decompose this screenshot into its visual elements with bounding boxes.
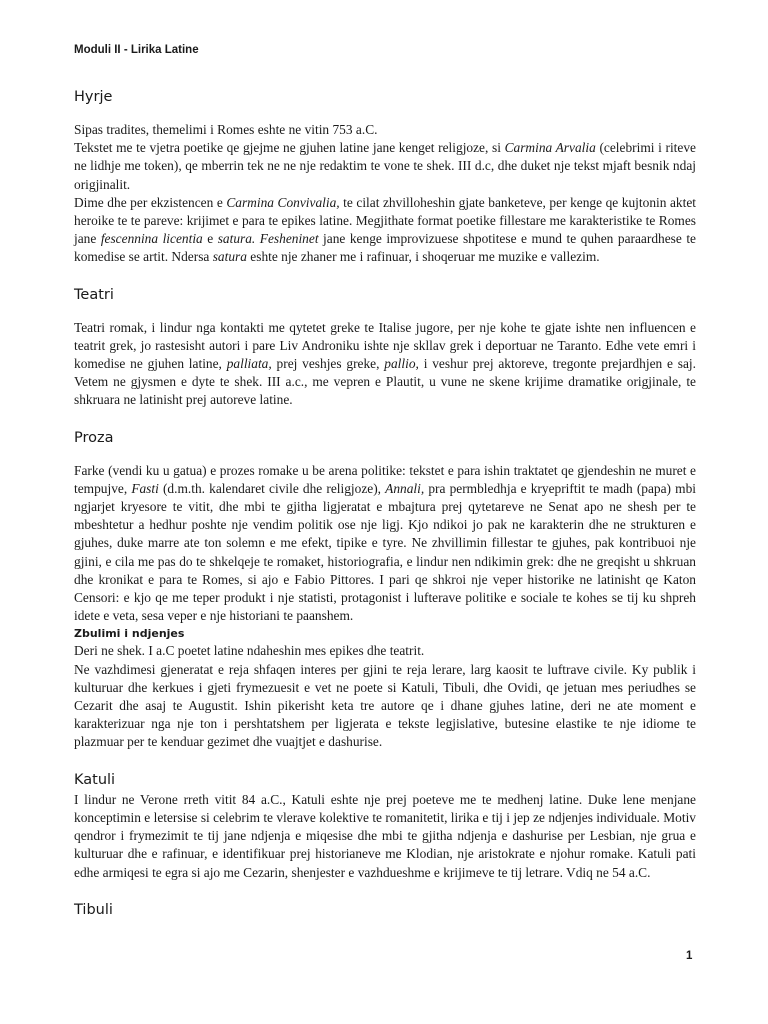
paragraph-proza-1: Farke (vendi ku u gatua) e prozes romake u be arena politike: tekstet e para ishin traktatet qe gjendeshin ne muret e tempujve, Fasti (d.m.th. kalendaret civile dhe religjoze), Annali, pra permbledhja e kryepriftit te madh (papa) mbi ngjarjet kryesore te vitit, dhe mbi te gjitha ligjeratat e mbajtura prej qytetareve ne Senat apo ne shesh per te mbeshtetur a hedhur poshte nje vendim politik ose nje ligj. Kjo ndikoi jo pak ne karakterin dhe ne strukturen e gjuhes, duke marre ate ton solemn e me efekt, tipike e tyre. Ne zhvillimin fillestar te gjuhes, pak kontribuoi nje gjini, e cila me pas do te shkelqeje te romaket, historiografia, e lindur nen ndikimin grek: dhe ne greqisht u shkruan dhe kronikat e para te Romes, si ajo e Fabio Pittores. I pari qe shkroi nje veper historike ne latinisht qe Katon Censori: e kjo qe me teper produkt i nje statisti, protagonist i lufterave politike e sociale te kohes se tij ku shpreh idete e veta, sesa veper e nje historiani te paanshem. xyxy=(74,462,696,624)
section-heading-teatri: Teatri xyxy=(74,286,114,303)
document-body xyxy=(74,86,696,921)
section-heading-katuli: Katuli xyxy=(74,771,116,788)
section-heading-tibuli: Tibuli xyxy=(74,901,113,918)
paragraph-hyrje-2: Tekstet me te vjetra poetike qe gjejme ne gjuhen latine jane kenget religjoze, si Carmina Arvalia (celebrimi i riteve ne lidhje me token), qe mberrin tek ne ne nje redaktim te vone te shek. III d.c, dhe duket nje tekst mjaft besnik ndaj origjinalit. xyxy=(74,140,696,192)
paragraph-zbulimi-2: Ne vazhdimesi gjeneratat e reja shfaqen interes per gjini te reja lerare, larg kaosit te luftrave civile. Ky publik i kulturuar dhe kerkues i gjeti frymezuesit e vet ne poete si Katuli, Tibuli, dhe Ovidi, qe jetuan mes periudhes se Cezarit dhe asaj te Augustit. Ishin pikerisht keta tre autore qe i dhane gjuhes latine, deri ne ate moment e karakterizuar nga nje ton i pershtatshem per ligjerata e tekste legjislative, butesine elastike te nje idiome te plazmuar per te kenduar gezimet dhe vuajtjet e dashurise. xyxy=(74,661,696,750)
paragraph-hyrje-1: Sipas tradites, themelimi i Romes eshte ne vitin 753 a.C. xyxy=(74,122,378,137)
paragraph-katuli-1: I lindur ne Verone rreth vitit 84 a.C., Katuli eshte nje prej poeteve me te medhenj latine. Duke lene menjane konceptimin e letersise si celebrim te vlerave kolektive te romanitetit, lirika e tij i jep ze ndjenjes individuale. Motiv qendror i frymezimit te tij jane ndjenja e miqesise dhe mbi te gjitha ndjenja e dashurise per Lesbian, nje grua e kulturuar dhe e rafinuar, e identifikuar prej historianeve me Klodian, nje aristokrate e njohur romake. Katuli pati edhe armiqesi te egra si ajo me Cezarin, shenjester e vazhdueshme e krijimeve te tij letrare. Vdiq ne 54 a.C. xyxy=(74,791,696,880)
running-header: Moduli II - Lirika Latine xyxy=(74,44,199,56)
section-heading-hyrje: Hyrje xyxy=(74,89,113,105)
section-heading-proza: Proza xyxy=(74,429,114,446)
paragraph-teatri-1: Teatri romak, i lindur nga kontakti me qytetet greke te Italise jugore, per nje kohe te gjate ishte nen influencen e teatrit grek, jo rastesisht autori i pare Liv Androniku ishte nje skllav grek i deportuar ne Taranto. Edhe vete emri i komedise ne gjuhen latine, palliata, prej veshjes greke, pallio, i veshur prej aktoreve, tregonte prejardhjen e saj. Vetem ne gjysmen e dyte te shek. III a.c., me vepren e Plautit, u vune ne skene krijime dramatike origjinale, te shkruara ne latinisht prej autoreve latine. xyxy=(74,319,697,408)
page-number: 1 xyxy=(686,950,693,962)
subheading-zbulimi: Zbulimi i ndjenjes xyxy=(74,627,185,641)
paragraph-hyrje-3: Dime dhe per ekzistencen e Carmina Convivalia, te cilat zhvilloheshin gjate banketeve, per kenge qe kujtonin aktet heroike te te pareve: krijimet e para te epikes latine. Megjithate format poetike fillestare me karakteristike te Romes jane fescennina licentia e satura. Fesheninet jane kenge improvizuese shpotitese e mund te quhen paraardhese te komedise se artit. Ndersa satura eshte nje zhaner me i rafinuar, i shoqeruar me muzike e vallezim. xyxy=(74,194,697,265)
paragraph-zbulimi-1: Deri ne shek. I a.C poetet latine ndaheshin mes epikes dhe teatrit. xyxy=(74,643,425,659)
